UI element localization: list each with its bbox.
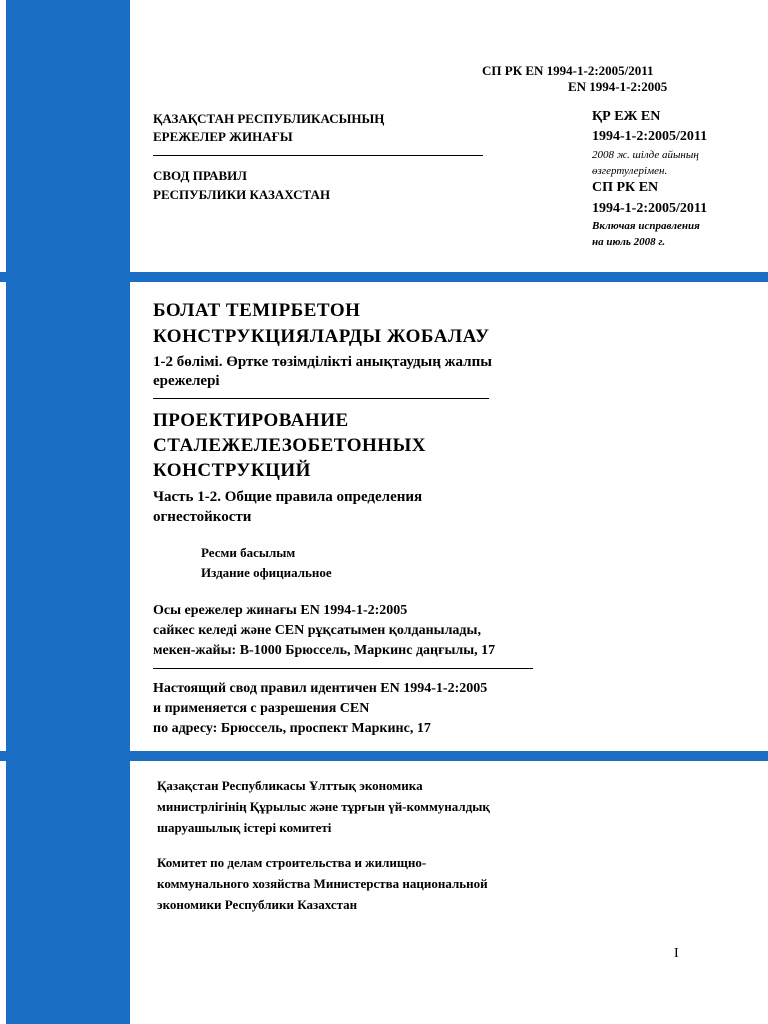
divider-title <box>153 398 489 399</box>
kz-rulebook-title-line2: ЕРЕЖЕЛЕР ЖИНАҒЫ <box>153 129 293 144</box>
kz-title-line2: КОНСТРУКЦИЯЛАРДЫ ЖОБАЛАУ <box>153 326 490 347</box>
notice-ru-line1: Настоящий свод правил идентичен EN 1994-1-2:2005 <box>153 681 488 696</box>
blue-band-bottom <box>0 751 768 761</box>
kz-subtitle-line2: ережелері <box>153 373 220 389</box>
notice-ru-line3: по адресу: Брюссель, проспект Маркинс, 17 <box>153 721 431 736</box>
committee-ru-line1: Комитет по делам строительства и жилищно- <box>157 855 427 870</box>
committee-kz-line2: министрлігінің Құрылыс және тұрғын үй-коммуналдық <box>157 799 490 814</box>
notice-kz-line3: мекен-жайы: B-1000 Брюссель, Маркинс даңғылы, 17 <box>153 643 496 658</box>
ru-subtitle-line1: Часть 1-2. Общие правила определения <box>153 489 423 505</box>
ru-note-line2: на июль 2008 г. <box>592 236 666 248</box>
committee-ru-line2: коммунального хозяйства Министерства национальной <box>157 876 488 891</box>
divider-left-top <box>153 155 483 156</box>
edition-kz: Ресми басылым <box>201 545 296 560</box>
kz-note-line2: өзгертулерімен. <box>592 165 668 177</box>
page-number: I <box>674 946 679 961</box>
committee-kz-line3: шаруашылық істері комитеті <box>157 820 332 835</box>
kz-note-line1: 2008 ж. шілде айының <box>592 149 699 161</box>
edition-ru: Издание официальное <box>201 565 332 580</box>
left-blue-bar <box>0 0 130 1024</box>
notice-ru-line2: и применяется с разрешения CEN <box>153 701 370 716</box>
kz-code-line1: ҚР ЕЖ EN <box>592 109 661 124</box>
ru-rulebook-title-line1: СВОД ПРАВИЛ <box>153 168 247 183</box>
notice-kz-line1: Осы ережелер жинағы EN 1994-1-2:2005 <box>153 603 408 618</box>
kz-rulebook-title-line1: ҚАЗАҚСТАН РЕСПУБЛИКАСЫНЫҢ <box>153 111 385 126</box>
ru-code-line1: СП РК EN <box>592 180 659 195</box>
committee-ru-line3: экономики Республики Казахстан <box>157 897 358 912</box>
header-code-line1: СП РК EN 1994-1-2:2005/2011 <box>482 63 654 78</box>
ru-title-line3: КОНСТРУКЦИЙ <box>153 460 311 481</box>
ru-title-line2: СТАЛЕЖЕЛЕЗОБЕТОННЫХ <box>153 435 426 456</box>
committee-kz-line1: Қазақстан Республикасы Ұлттық экономика <box>157 778 423 793</box>
ru-rulebook-title-line2: РЕСПУБЛИКИ КАЗАХСТАН <box>153 187 331 202</box>
ru-subtitle-line2: огнестойкости <box>153 509 252 525</box>
notice-kz-line2: сайкес келеді және CEN рұқсатымен қолданылады, <box>153 623 481 638</box>
kz-subtitle-line1: 1-2 бөлімі. Өртке төзімділікті анықтаудың жалпы <box>153 354 492 370</box>
left-white-gap <box>0 0 6 1024</box>
header-code-line2: EN 1994-1-2:2005 <box>568 79 668 94</box>
blue-band-top <box>0 272 768 282</box>
kz-code-line2: 1994-1-2:2005/2011 <box>592 129 708 144</box>
ru-note-line1: Включая исправления <box>592 220 700 232</box>
ru-title-line1: ПРОЕКТИРОВАНИЕ <box>153 410 349 431</box>
divider-notice <box>153 668 533 669</box>
ru-code-line2: 1994-1-2:2005/2011 <box>592 201 708 216</box>
kz-title-line1: БОЛАТ ТЕМІРБЕТОН <box>153 300 361 321</box>
